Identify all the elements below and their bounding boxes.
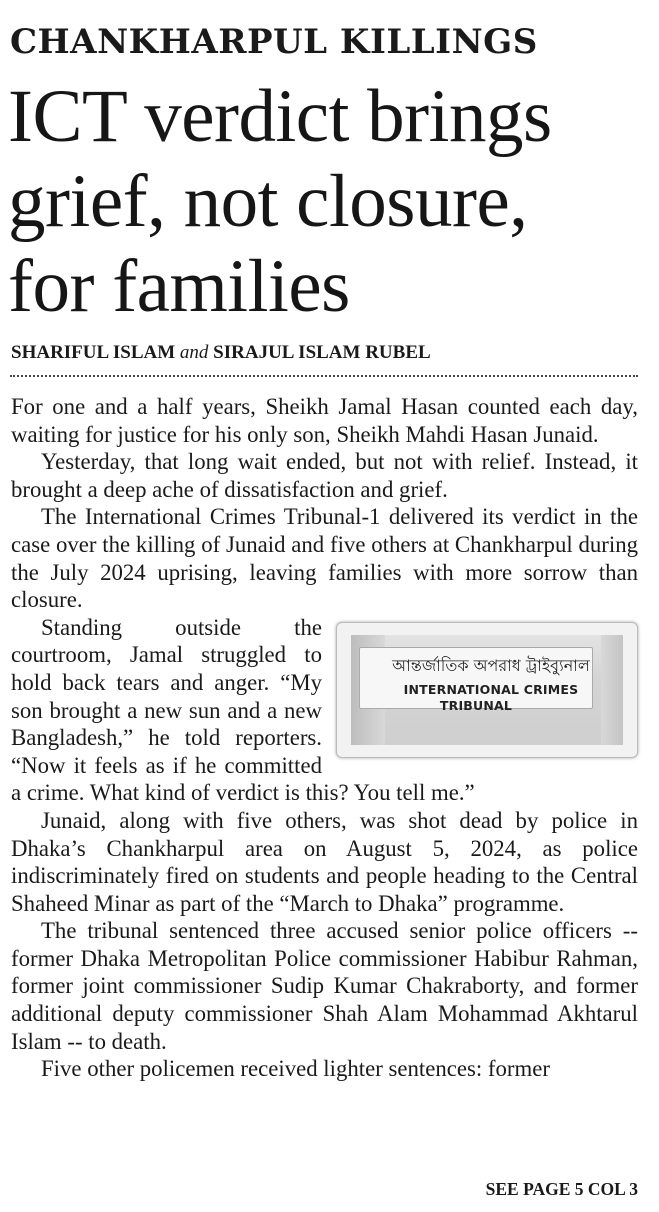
headline-line-3: for families — [8, 245, 350, 328]
headline-line-2: grief, not closure, — [8, 160, 528, 243]
headline — [8, 74, 658, 329]
paragraph-4 — [11, 614, 638, 807]
sign-bengali-text: আন্তর্জাতিক অপরাধ ট্রাইব্যুনাল — [392, 655, 590, 675]
paragraph-7: Five other policemen received lighter sentences: former — [41, 1056, 550, 1082]
byline-author-2: SIRAJUL ISLAM RUBEL — [213, 342, 431, 363]
sign-english-text: INTERNATIONAL CRIMES TRIBUNAL — [403, 681, 579, 713]
headline-line-1: ICT verdict brings — [8, 75, 552, 158]
dotted-divider — [10, 375, 638, 377]
byline-author-1: SHARIFUL ISLAM — [11, 342, 176, 363]
byline — [11, 341, 431, 365]
article-body — [11, 393, 638, 1083]
paragraph-1: For one and a half years, Sheikh Jamal Hasan counted each day, waiting for justice for his only son, Sheikh Mahdi Hasan Junaid. — [11, 394, 638, 447]
paragraph-6: The tribunal sentenced three accused senior police officers -- former Dhaka Metropolitan Police commissioner Habibur Rahman, former joint commissioner Sudip Kumar Chakraborty, and former additional deputy commissioner Shah Alam Mohammad Akhtarul Islam -- to death. — [11, 918, 638, 1054]
byline-conjunction: and — [179, 342, 209, 363]
jump-line: SEE PAGE 5 COL 3 — [485, 1179, 638, 1199]
paragraph-3: The International Crimes Tribunal-1 delivered its verdict in the case over the killing of Junaid and five others at Chankharpul during the July 2024 uprising, leaving families with more sorrow than closure. — [11, 504, 638, 613]
kicker: CHANKHARPUL KILLINGS — [10, 22, 538, 62]
paragraph-4-text: Standing outside the courtroom, Jamal struggled to hold back tears and anger. “My son brought a new sun and a new Bangladesh,” he told reporters. “Now it feels as if he committed a crime. What kind of verdict is this? You tell me.” — [11, 614, 475, 806]
paragraph-2: Yesterday, that long wait ended, but not with relief. Instead, it brought a deep ache of dissatisfaction and grief. — [11, 449, 638, 502]
paragraph-5: Junaid, along with five others, was shot dead by police in Dhaka’s Chankharpul area on August 5, 2024, as police indiscriminately fired on students and people heading to the Central Shaheed Minar as part of the “March to Dhaka” programme. — [11, 807, 638, 916]
tribunal-sign — [359, 647, 593, 713]
tribunal-sign-photo — [336, 622, 638, 758]
